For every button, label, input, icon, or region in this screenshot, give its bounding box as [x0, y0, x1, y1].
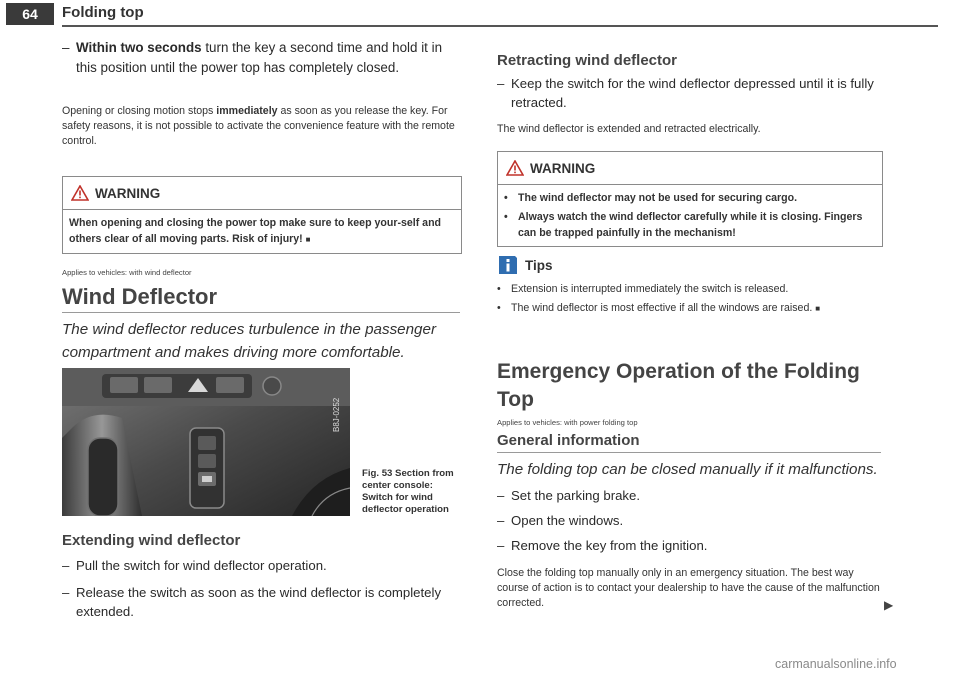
general-note: Close the folding top manually only in an emergency situation. The best way course of action is to contact your dealership to have the cause of the malfunction corrected. [497, 567, 880, 609]
list-item: – Remove the key from the ignition. [497, 538, 708, 553]
tips-list [497, 282, 887, 316]
warning-list [498, 185, 882, 246]
intro-wind-deflector: The wind deflector reduces turbulence in the passenger compartment and makes driving more comfortable. [62, 321, 437, 361]
section-title-wind-deflector: Wind Deflector [62, 284, 218, 309]
info-icon [497, 254, 519, 276]
page-header [0, 0, 960, 26]
warning-triangle-icon [506, 160, 524, 176]
retracting-note: The wind deflector is extended and retracted electrically. [497, 123, 761, 135]
warning-label: WARNING [530, 160, 596, 176]
tips-header [497, 254, 887, 276]
warning-text: When opening and closing the power top make sure to keep your-self and others clear of all moving parts. Risk of injury! ■ [69, 217, 442, 245]
list-item: – Release the switch as soon as the wind deflector is completely extended. [62, 585, 442, 619]
list-item: – Pull the switch for wind deflector operation. [62, 558, 327, 573]
general-title: General information [497, 432, 640, 449]
continue-arrow-icon: ▶ [884, 598, 894, 612]
center-console-photo [62, 368, 350, 516]
list-item: – Open the windows. [497, 513, 624, 528]
list-item: – Set the parking brake. [497, 488, 641, 503]
section-title-emergency: Emergency Operation of the Folding Top [497, 360, 860, 411]
general-steps [497, 486, 887, 555]
warning-box-left [62, 176, 462, 254]
warning-label: WARNING [95, 185, 161, 201]
retracting-step: – Keep the switch for the wind deflector depressed until it is fully retracted. [497, 76, 874, 110]
list-item: • Always watch the wind deflector carefully while it is closing. Fingers can be trapped painfully in the mechanism! [504, 211, 863, 239]
figure-caption: Fig. 53 Section from center console: Switch for wind deflector operation [362, 468, 454, 515]
tips-label: Tips [525, 257, 553, 273]
step-within-two-seconds: – Within two seconds turn the key a second time and hold it in this position until the power top has completely closed. [62, 40, 443, 75]
section-rule [497, 452, 881, 453]
retracting-title: Retracting wind deflector [497, 52, 678, 69]
warning-box-right [497, 151, 883, 247]
warning-header [498, 152, 882, 185]
running-title: Folding top [62, 4, 144, 21]
list-item: • The wind deflector is most effective if all the windows are raised. ■ [497, 302, 821, 314]
warning-triangle-icon [71, 185, 89, 201]
watermark: carmanualsonline.info [775, 657, 897, 671]
extending-steps [62, 556, 462, 621]
applies-power-folding-top: Applies to vehicles: with power folding top [497, 418, 638, 427]
general-intro: The folding top can be closed manually if it malfunctions. [497, 461, 878, 478]
figure-code: B8J-0252 [332, 397, 341, 432]
list-item: • Extension is interrupted immediately the switch is released. [497, 283, 789, 295]
list-item: • The wind deflector may not be used for securing cargo. [504, 192, 798, 204]
note-immediate-stop: Opening or closing motion stops immediately as soon as you release the key. For safety reasons, it is not possible to activate the convenience feature with the remote control. [62, 105, 455, 147]
section-rule [62, 312, 460, 313]
warning-header [63, 177, 461, 210]
applies-wind-deflector: Applies to vehicles: with wind deflector [62, 268, 192, 277]
header-rule [62, 25, 938, 27]
extending-title: Extending wind deflector [62, 532, 241, 549]
page-number: 64 [6, 3, 54, 25]
figure-center-console [62, 368, 350, 516]
